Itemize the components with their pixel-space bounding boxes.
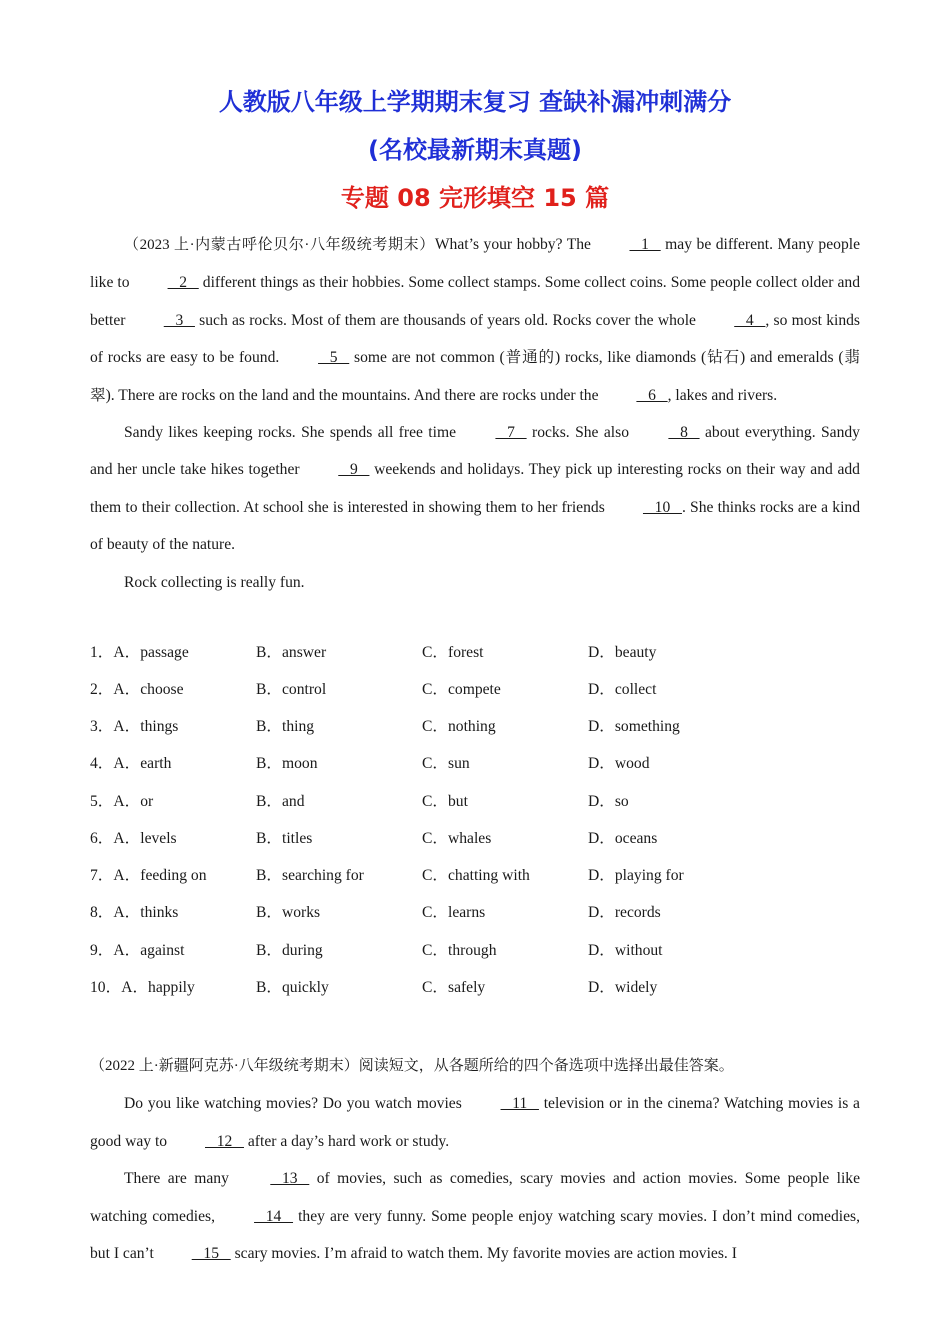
- blank-8: 8: [668, 424, 700, 442]
- option-b: B．during: [256, 942, 323, 959]
- option-a: 8．A．thinks: [90, 904, 179, 921]
- option-b: B．titles: [256, 830, 313, 847]
- option-row: [90, 714, 870, 738]
- option-row: [90, 789, 870, 813]
- option-b: B．quickly: [256, 979, 329, 996]
- blank-10: 10: [642, 498, 682, 516]
- blank-3: 3: [163, 311, 195, 329]
- option-d: D．without: [588, 942, 663, 959]
- option-c: C．learns: [422, 904, 486, 921]
- option-d: D．something: [588, 718, 680, 735]
- option-d: D．playing for: [588, 867, 684, 884]
- passage-2-source: （2022 上·新疆阿克苏·八年级统考期末）阅读短文，从各题所给的四个备选项中选择出最佳答案。: [90, 1058, 734, 1074]
- option-a: 2．A．choose: [90, 681, 184, 698]
- option-c: C．nothing: [422, 718, 496, 735]
- passage-1-paragraph-3: Rock collecting is really fun.: [124, 573, 305, 591]
- passage-2: [90, 1048, 860, 1272]
- option-a: 4．A．earth: [90, 755, 172, 772]
- option-a: 6．A．levels: [90, 830, 177, 847]
- option-c: C．sun: [422, 755, 470, 772]
- topic-heading: 专题 08 完形填空 15 篇: [340, 184, 610, 212]
- blank-6: 6: [636, 386, 668, 404]
- blank-14: 14: [254, 1207, 294, 1225]
- blank-11: 11: [500, 1095, 539, 1113]
- option-row: [90, 938, 870, 962]
- blank-4: 4: [734, 311, 766, 329]
- option-c: C．through: [422, 942, 497, 959]
- option-c: C．forest: [422, 644, 484, 661]
- option-d: D．collect: [588, 681, 657, 698]
- option-d: D．records: [588, 904, 661, 921]
- option-row: [90, 826, 870, 850]
- option-c: C．chatting with: [422, 867, 530, 884]
- passage-1-paragraph-1: （2023 上·内蒙古呼伦贝尔·八年级统考期末）What’s your hobby? The 1 may be different. Many people like to 2 different things as their hobbies. Some collect stamps. Some collect coins. Some people collect older and better 3 such as rocks. Most of them are thousands of years old. Rocks cover the whole 4 , so most kinds of rocks are easy to be found. 5 some are not common (普通的) rocks, like diamonds (钻石) and emeralds (翡翠). There are rocks on the land and the mountains. And there are rocks under the 6 , lakes and rivers.: [90, 226, 860, 414]
- blank-12: 12: [205, 1132, 244, 1150]
- option-c: C．but: [422, 793, 468, 810]
- option-a: 10．A．happily: [90, 979, 195, 996]
- option-d: D．beauty: [588, 644, 657, 661]
- option-d: D．widely: [588, 979, 658, 996]
- blank-15: 15: [191, 1245, 231, 1263]
- passage-1-paragraph-2: Sandy likes keeping rocks. She spends all free time 7 rocks. She also 8 about everything. Sandy and her uncle take hikes together 9 weekends and holidays. They pick up interesting rocks on their way and add them to their collection. At school she is interested in showing them to her friends 10 . She thinks rocks are a kind of beauty of the nature.: [90, 414, 860, 564]
- option-d: D．wood: [588, 755, 650, 772]
- option-a: 1．A．passage: [90, 644, 189, 661]
- option-b: B．control: [256, 681, 327, 698]
- passage-1: [90, 226, 860, 601]
- option-a: 9．A．against: [90, 942, 185, 959]
- option-a: 7．A．feeding on: [90, 867, 207, 884]
- option-c: C．whales: [422, 830, 492, 847]
- option-row: [90, 677, 870, 701]
- option-b: B．searching for: [256, 867, 364, 884]
- option-row: [90, 863, 870, 887]
- option-b: B．moon: [256, 755, 318, 772]
- option-b: B．works: [256, 904, 321, 921]
- option-d: D．oceans: [588, 830, 658, 847]
- option-a: 5．A．or: [90, 793, 154, 810]
- blank-13: 13: [270, 1170, 310, 1188]
- source-label: （2023 上·内蒙古呼伦贝尔·八年级统考期末）: [124, 237, 435, 253]
- passage-2-paragraph-1: Do you like watching movies? Do you watch movies 11 television or in the cinema? Watching movies is a good way to 12 after a day’s hard work or study.: [90, 1085, 860, 1160]
- option-row: [90, 751, 870, 775]
- document-title: 人教版八年级上学期期末复习 查缺补漏冲刺满分: [218, 88, 732, 116]
- passage-2-paragraph-2: There are many 13 of movies, such as comedies, scary movies and action movies. Some people like watching comedies, 14 they are very funny. Some people enjoy watching scary movies. I don’t mind comedies, but I can’t 15 scary movies. I’m afraid to watch them. My favorite movies are action movies. I: [90, 1160, 860, 1272]
- option-row: [90, 900, 870, 924]
- blank-1: 1: [629, 236, 661, 253]
- option-b: B．thing: [256, 718, 315, 735]
- option-row: [90, 640, 870, 664]
- option-b: B．answer: [256, 644, 327, 661]
- option-c: C．safely: [422, 979, 486, 996]
- blank-9: 9: [338, 461, 370, 479]
- blank-7: 7: [495, 424, 527, 442]
- blank-5: 5: [318, 349, 350, 367]
- option-a: 3．A．things: [90, 718, 179, 735]
- blank-2: 2: [167, 274, 199, 292]
- option-c: C．compete: [422, 681, 501, 698]
- document-subtitle: (名校最新期末真题): [368, 136, 582, 164]
- option-b: B．and: [256, 793, 305, 810]
- option-d: D．so: [588, 793, 629, 810]
- option-row: [90, 975, 870, 999]
